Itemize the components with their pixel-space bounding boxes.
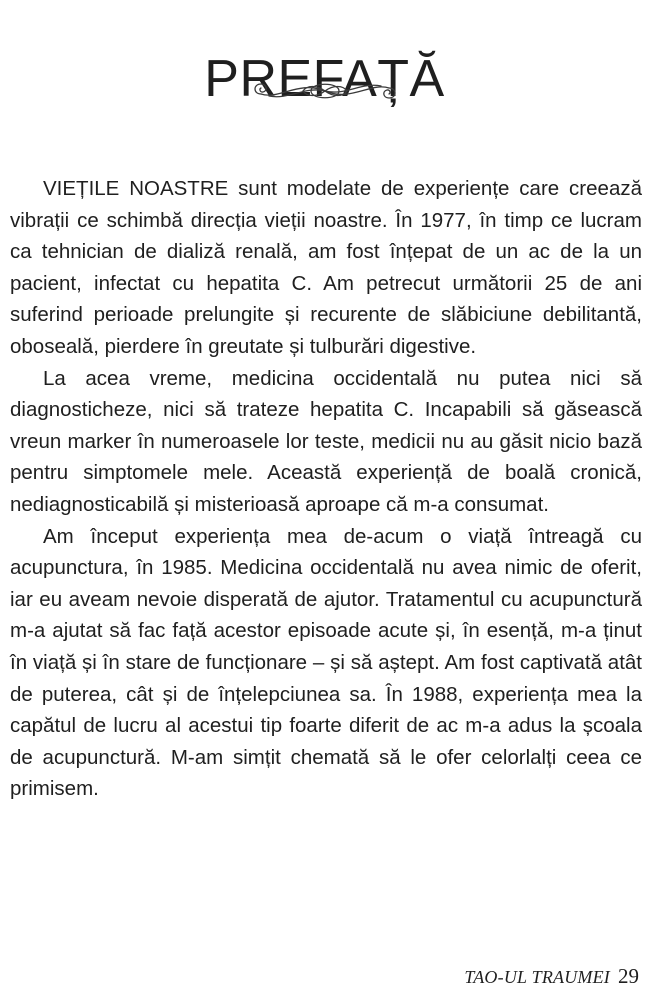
preface-body (10, 173, 642, 805)
page-footer (464, 962, 639, 991)
chapter-title: PREFAȚĂ (204, 49, 445, 108)
paragraph-2: La acea vreme, medicina occidentală nu putea nici să diagnosticheze, nici să trateze hepatita C. Incapabili să găsească vreun marker în numeroasele lor teste, medicii nu au găsit nicio bază pentru simptomele mele. Această experiență de boală cronică, nediagnosticabilă și misterioasă aproape că m-a consumat. (10, 366, 642, 516)
paragraph-1: VIEȚILE NOASTRE sunt modelate de experiențe care creează vibrații ce schimbă direcția vieții noastre. În 1977, în timp ce lucram ca tehnician de dializă renală, am fost înțepat de un ac de la un pacient, infectat cu hepatita C. Am petrecut următorii 25 de ani suferind perioade prelungite și recurente de slăbiciune debilitantă, oboseală, pierdere în greutate și tulburări digestive. (10, 177, 642, 358)
running-footer-title: TAO-UL TRAUMEI (464, 967, 610, 987)
page-number: 29 (618, 964, 639, 988)
scroll-flourish-icon (249, 74, 401, 108)
paragraph-3: Am început experiența mea de-acum o viață întreagă cu acupunctura, în 1985. Medicina occidentală nu avea nimic de oferit, iar eu aveam nevoie disperată de ajutor. Tratamentul cu acupunctură m-a ajutat să fac față acestor episoade acute și, în esență, m-a ținut în viață și în stare de funcționare – și să aștept. Am fost captivată atât de puterea, cât și de înțelepciunea sa. În 1988, experiența mea la capătul de lucru al acestui tip foarte diferit de ac m-a adus la școala de acupunctură. M-am simțit chemată să le ofer celorlalți ceea ce primisem. (10, 524, 642, 801)
